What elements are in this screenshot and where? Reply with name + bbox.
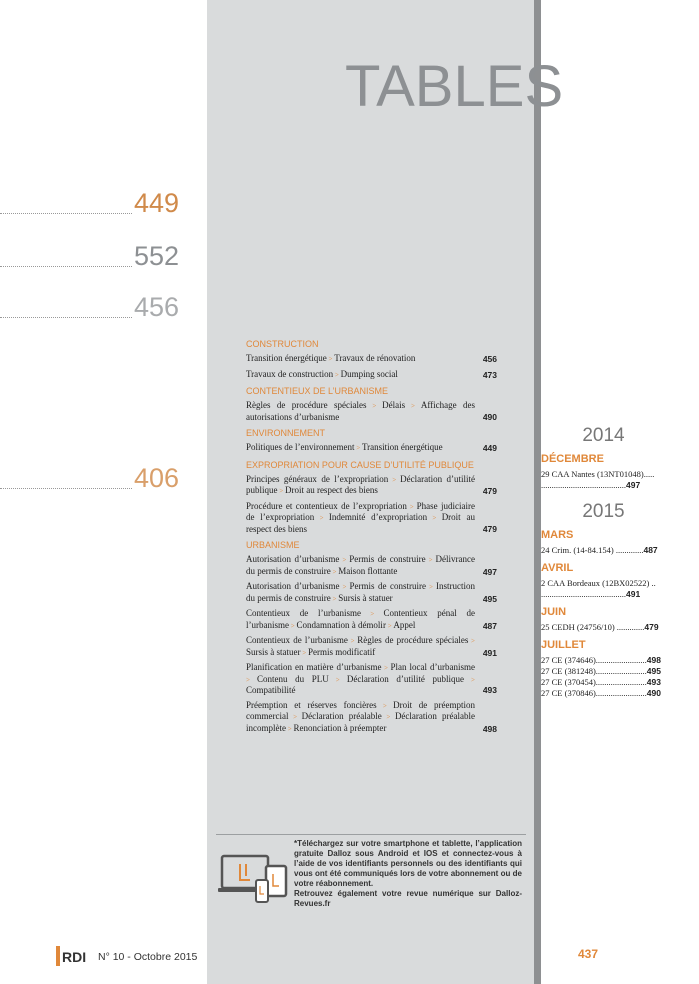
entry-term: Plan local d’urbanisme: [390, 662, 475, 672]
index-entry[interactable]: [246, 608, 497, 631]
index-entry[interactable]: [246, 442, 497, 454]
chronology-index: [541, 425, 671, 699]
arrow-separator-icon: >: [326, 355, 335, 363]
index-entry[interactable]: [246, 700, 497, 735]
entry-term: Préemption et réserves foncières: [246, 699, 377, 710]
arrow-separator-icon: >: [388, 475, 401, 484]
entry-page: 449: [482, 443, 497, 453]
arrow-separator-icon: >: [426, 583, 437, 591]
entry-term: Maison flottante: [338, 565, 398, 576]
dotted-leader: [0, 213, 132, 214]
decision-page: 495: [646, 666, 661, 676]
entry-term: Affichage des autorisations d’urbanisme: [246, 400, 475, 422]
entry-page: 473: [482, 369, 497, 380]
decision-page: 493: [646, 677, 661, 687]
arrow-separator-icon: >: [333, 370, 341, 379]
arrow-separator-icon: >: [381, 713, 395, 721]
entry-term: Déclaration d’utilité publique: [346, 673, 464, 684]
index-entry[interactable]: [246, 635, 497, 658]
entry-page: 479: [482, 486, 497, 496]
entry-term: Déclaration préalable incomplète: [246, 711, 476, 733]
entry-term: Planification en matière d’urbanisme: [246, 662, 382, 672]
dotted-leader: [0, 317, 132, 318]
entry-term: Contentieux pénal de l’urbanisme: [246, 608, 476, 630]
subject-index: [246, 339, 497, 738]
arrow-separator-icon: >: [328, 675, 347, 684]
devices-icon: [216, 850, 294, 910]
arrow-separator-icon: >: [277, 487, 285, 495]
entry-term: Déclaration d’utilité publique: [246, 473, 475, 495]
month-heading: DÉCEMBRE: [541, 453, 604, 465]
decision-page: 479: [644, 622, 659, 632]
entry-page: 497: [482, 566, 497, 577]
decision-reference: 27 CE (370454)........................: [541, 677, 647, 687]
dotted-leader: [0, 266, 132, 267]
entry-page: 490: [482, 411, 497, 422]
entry-term: Délais: [382, 400, 406, 410]
decision-entry[interactable]: [541, 469, 668, 480]
promo-text: [294, 839, 522, 909]
issue-label: N° 10 - Octobre 2015: [98, 951, 198, 963]
decision-page: 497: [626, 480, 641, 490]
decision-reference: 27 CE (381248)........................: [541, 666, 647, 676]
arrow-separator-icon: >: [381, 664, 391, 672]
decision-entry[interactable]: [541, 677, 668, 688]
dotted-leader: [0, 488, 132, 489]
entry-page: 491: [482, 647, 497, 658]
index-entry[interactable]: [246, 353, 497, 365]
arrow-separator-icon: >: [366, 402, 383, 410]
decision-page: 490: [646, 688, 661, 698]
month-heading: JUIN: [541, 606, 567, 618]
entry-term: Autorisation d’urbanisme: [246, 554, 340, 564]
entry-term: Contentieux de l’urbanisme: [246, 635, 348, 645]
decision-page: 487: [643, 545, 658, 555]
promo-divider: [216, 834, 526, 835]
entry-page: 493: [482, 685, 497, 695]
decision-reference: 29 CAA Nantes (13NT01048).....: [541, 469, 655, 479]
decision-page: 498: [646, 655, 661, 665]
year-heading: 2014: [582, 425, 625, 446]
arrow-separator-icon: >: [347, 637, 358, 645]
decision-entry[interactable]: [541, 688, 668, 699]
year-heading: 2015: [582, 501, 625, 522]
entry-term: Sursis à statuer: [338, 592, 393, 603]
entry-term: Permis de construire: [349, 554, 426, 564]
entry-term: Permis de construire: [349, 581, 427, 591]
entry-term: Droit au respect des biens: [284, 485, 378, 495]
arrow-separator-icon: >: [425, 556, 436, 564]
entry-term: Instruction du permis de construire: [246, 581, 476, 603]
entry-term: Déclaration préalable: [301, 711, 382, 721]
month-heading: AVRIL: [541, 562, 574, 574]
index-entry[interactable]: [246, 400, 497, 422]
month-heading: JUILLET: [541, 639, 586, 651]
gray-side-bar: [534, 0, 541, 984]
svg-text:RDI: RDI: [62, 949, 87, 965]
entry-page: 479: [482, 523, 497, 534]
index-entry[interactable]: [246, 474, 497, 497]
entry-term: Droit au respect des biens: [246, 512, 475, 534]
arrow-separator-icon: >: [314, 514, 329, 522]
index-entry[interactable]: [246, 581, 497, 604]
entry-term: Transition énergétique: [246, 353, 327, 363]
dotted-leader: ........................................: [541, 480, 626, 490]
arrow-separator-icon: >: [427, 514, 442, 522]
entry-term: Règles de procédure spéciales: [246, 400, 367, 410]
decision-reference: 24 Crim. (14-84.154) .............: [541, 545, 644, 555]
featured-page-number[interactable]: 406: [134, 463, 180, 493]
entry-term: Indemnité d’expropriation: [328, 512, 428, 522]
entry-term: Contentieux de l’urbanisme: [246, 608, 362, 618]
index-entry[interactable]: [246, 501, 497, 535]
entry-term: Compatibilité: [246, 685, 296, 695]
entry-term: Dumping social: [340, 368, 398, 379]
entry-term: Sursis à statuer: [246, 646, 301, 657]
arrow-separator-icon: >: [354, 444, 362, 452]
decision-reference: 25 CEDH (24756/10) .............: [541, 622, 645, 632]
entry-page: 498: [482, 723, 497, 734]
entry-page: 456: [482, 354, 497, 364]
index-entry[interactable]: [246, 662, 497, 696]
rdi-logo: [56, 946, 88, 966]
entry-term: Politiques de l’environnement: [246, 442, 355, 452]
entry-term: Règles de procédure spéciales: [357, 635, 469, 645]
index-entry[interactable]: [246, 369, 497, 381]
arrow-separator-icon: >: [330, 594, 339, 603]
entry-term: Principes généraux de l’expropriation: [246, 473, 389, 484]
entry-term: Renonciation à préempter: [293, 722, 387, 733]
promo-paragraph: *Téléchargez sur votre smartphone et tablette, l’application gratuite Dalloz sous Android et IOS et connectez-vous à l’aide de vos identifiants personnels ou des identifiants qui vous ont été communiqués lors de votre abonnement ou de votre réabonnement.: [294, 839, 522, 888]
entry-term: Travaux de rénovation: [334, 353, 416, 363]
entry-term: Travaux de construction: [246, 368, 334, 379]
entry-term: Procédure et contentieux de l’expropriation: [246, 500, 407, 511]
section-heading: CONSTRUCTION: [246, 339, 319, 349]
index-entry[interactable]: [246, 554, 497, 577]
arrow-separator-icon: >: [330, 567, 339, 576]
arrow-separator-icon: >: [463, 675, 475, 684]
decision-entry[interactable]: [541, 666, 668, 677]
arrow-separator-icon: >: [300, 648, 308, 657]
featured-page-number[interactable]: 449: [134, 188, 180, 218]
arrow-separator-icon: >: [286, 724, 294, 733]
entry-term: Condamnation à démolir: [296, 619, 386, 630]
entry-term: Phase judiciaire de l’expropriation: [246, 500, 475, 522]
entry-term: Transition énergétique: [361, 442, 443, 452]
decision-reference: 27 CE (370846)........................: [541, 688, 647, 698]
decision-entry[interactable]: [541, 545, 668, 556]
entry-term: Délivrance du permis de construire: [246, 554, 476, 576]
arrow-separator-icon: >: [468, 637, 475, 645]
decision-page: 491: [626, 589, 641, 599]
entry-term: Contenu du PLU: [257, 673, 329, 684]
section-heading: URBANISME: [246, 540, 300, 550]
decision-entry-continued: [541, 480, 668, 491]
section-heading: EXPROPRIATION POUR CAUSE D’UTILITÉ PUBLIQUE: [246, 459, 474, 470]
decision-reference: 2 CAA Bordeaux (12BX02522) ..: [541, 578, 656, 588]
page-number: 437: [578, 947, 599, 961]
arrow-separator-icon: >: [339, 583, 350, 591]
arrow-separator-icon: >: [406, 502, 417, 511]
entry-term: Autorisation d’urbanisme: [246, 581, 340, 591]
arrow-separator-icon: >: [246, 675, 258, 684]
section-heading: ENVIRONNEMENT: [246, 428, 326, 438]
entry-term: Appel: [393, 619, 416, 630]
decision-entry[interactable]: [541, 578, 668, 589]
decision-reference: 27 CE (374646)........................: [541, 655, 647, 665]
dotted-leader: ........................................: [541, 589, 626, 599]
arrow-separator-icon: >: [339, 556, 350, 564]
arrow-separator-icon: >: [288, 713, 302, 721]
arrow-separator-icon: >: [376, 701, 394, 710]
page-title: TABLES: [345, 54, 564, 119]
month-heading: MARS: [541, 529, 574, 541]
featured-page-number[interactable]: 456: [134, 292, 180, 322]
decision-entry[interactable]: [541, 622, 668, 633]
arrow-separator-icon: >: [405, 402, 421, 410]
decision-entry-continued: [541, 589, 668, 600]
entry-page: 495: [482, 593, 497, 604]
section-heading: CONTENTIEUX DE L’URBANISME: [246, 386, 389, 396]
entry-term: Permis modificatif: [307, 646, 376, 657]
arrow-separator-icon: >: [361, 610, 384, 618]
decision-entry[interactable]: [541, 655, 668, 666]
entry-term: Droit de préemption commercial: [246, 699, 476, 721]
promo-link-paragraph[interactable]: Retrouvez également votre revue numérique sur Dalloz-Revues.fr: [294, 889, 522, 908]
entry-page: 487: [482, 620, 497, 631]
featured-page-number[interactable]: 552: [134, 241, 180, 271]
arrow-separator-icon: >: [385, 621, 394, 630]
arrow-separator-icon: >: [289, 621, 297, 630]
